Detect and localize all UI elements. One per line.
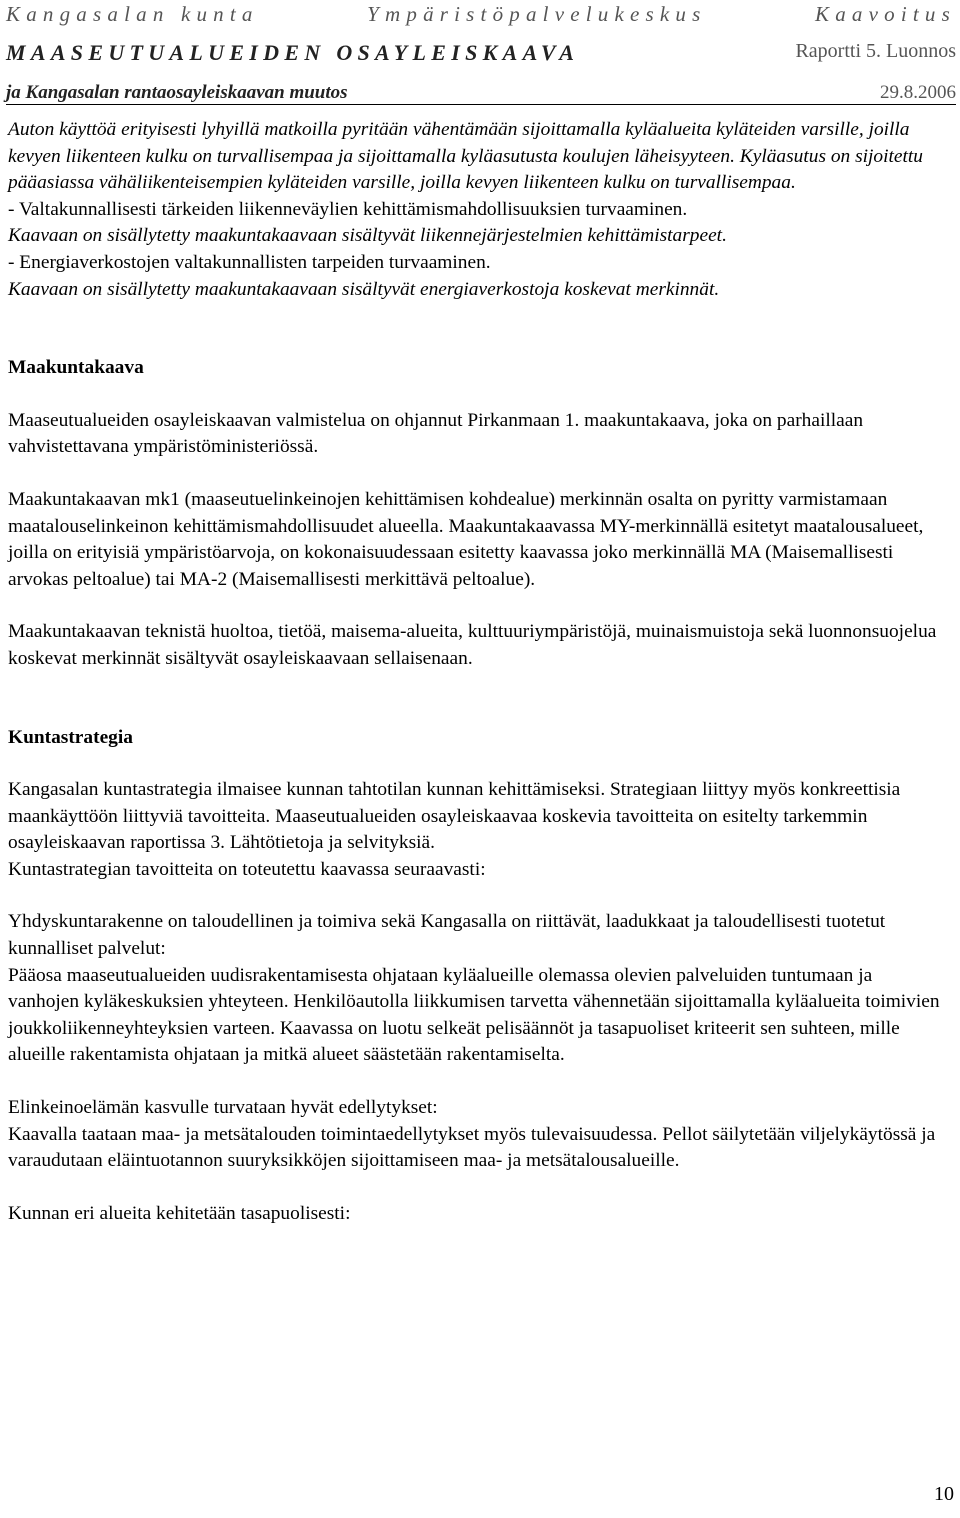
kuntastrategia-goal-2-text: Kaavalla taataan maa- ja metsätalouden toimintaedellytykset myös tulevaisuudessa. Pellot säilytetään viljelykäytössä ja varaudutaan eläintuotannon suuryksikköjen sijoittamiseen maa- ja metsätalousalueille. [8,1123,936,1172]
section-heading-maakuntakaava: Maakuntakaava [8,357,144,379]
kuntastrategia-goal-2: Elinkeinoelämän kasvulle turvataan hyvät edellytykset: [8,1097,438,1119]
bullet-energy-networks: - Energiaverkostojen valtakunnallisten tarpeiden turvaaminen. [8,251,491,273]
header-plan-title: MAASEUTUALUEIDEN OSAYLEISKAAVA [6,40,580,65]
spacer [8,751,946,777]
spacer [8,1175,946,1201]
header-title-line [6,40,956,68]
header-unit: Kaavoitus [815,2,956,26]
kuntastrategia-paragraph-1b: Kuntastrategian tavoitteita on toteutettu kaavassa seuraavasti: [8,858,486,880]
spacer [8,673,946,725]
page-number: 10 [934,1483,954,1505]
header-divider [6,104,956,105]
document-body [8,117,946,1227]
header-date: 29.8.2006 [880,82,956,103]
kuntastrategia-goal-1-text: Pääosa maaseutualueiden uudisrakentamisesta ohjataan kyläalueille olemassa olevien palveluiden tuntumaan ja vanhojen kyläkeskuksien yhteyteen. Henkilöautolla liikkumisen tarvetta vähennetään sijoittamalla kyläalueita toimivien joukkoliikenneyhteyksien varteen. Kaavassa on luotu selkeät pelisäännöt ja tasapuoliset kriteerit sen suhteen, mille alueille rakentamista ohjataan ja mitkä alueet säästetään rakentamiselta. [8,964,940,1066]
header-organization-line [6,2,956,28]
header-department: Ympäristöpalvelukeskus [367,2,707,26]
spacer [8,1069,946,1095]
kuntastrategia-goal-1: Yhdyskuntarakenne on taloudellinen ja toimiva sekä Kangasalla on riittävät, laadukkaat ja taloudellisesti tuotetut kunnalliset palvelut: [8,911,886,960]
maakuntakaava-paragraph-2: Maakuntakaavan mk1 (maaseutuelinkeinojen kehittämisen kohdealue) merkinnän osalta on pyritty varmistamaan maatalouselinkeinon kehittämismahdollisuudet alueella. Maakuntakaavassa MY-merkinnällä esitetyt maatalousalueet, joilla on erityisiä ympäristöarvoja, on kokonaisuudessaan esitetty kaavassa joko merkinnällä MA (Maisemallisesti arvokas peltoalue) tai MA-2 (Maisemallisesti merkittävä peltoalue). [8,488,924,590]
spacer [8,883,946,909]
bullet-traffic-routes: - Valtakunnallisesti tärkeiden liikenneväylien kehittämismahdollisuuksien turvaaminen. [8,198,688,220]
energy-note: Kaavaan on sisällytetty maakuntakaavaan sisältyvät energiaverkostoja koskevat merkinnät. [8,278,720,300]
spacer [8,593,946,619]
spacer [8,303,946,355]
kuntastrategia-paragraph-1: Kangasalan kuntastrategia ilmaisee kunnan tahtotilan kunnan kehittämiseksi. Strategiaan liittyy myös konkreettisia maankäyttöön liittyviä tavoitteita. Maaseutualueiden osayleiskaavaa koskevia tavoitteita on esitelty tarkemmin osayleiskaavan raportissa 3. Lähtötietoja ja selvityksiä. [8,779,901,854]
header-report-label: Raportti 5. Luonnos [795,40,956,62]
intro-paragraph: Auton käyttöä erityisesti lyhyillä matkoilla pyritään vähentämään sijoittamalla kyläalueita kyläteiden varsille, joilla kevyen liikenteen kulku on turvallisempaa ja sijoittamalla kyläasutusta koulujen läheisyyteen. Kyläasutus on sijoitettu pääasiassa vähäliikenteisempien kyläteiden varsille, joilla kevyen liikenteen kulku on turvallisempaa. [8,119,923,194]
section-heading-kuntastrategia: Kuntastrategia [8,726,133,748]
kuntastrategia-goal-3: Kunnan eri alueita kehitetään tasapuolisesti: [8,1202,351,1224]
header-subtitle: ja Kangasalan rantaosayleiskaavan muutos [6,82,348,103]
spacer [8,382,946,408]
traffic-note: Kaavaan on sisällytetty maakuntakaavaan sisältyvät liikennejärjestelmien kehittämistarpeet. [8,225,727,247]
header-subtitle-line [6,82,956,106]
header-municipality: Kangasalan kunta [6,2,259,26]
spacer [8,461,946,487]
maakuntakaava-paragraph-1: Maaseutualueiden osayleiskaavan valmistelua on ohjannut Pirkanmaan 1. maakuntakaava, joka on parhaillaan vahvistettavana ympäristöministeriössä. [8,409,864,458]
maakuntakaava-paragraph-3: Maakuntakaavan teknistä huoltoa, tietöä, maisema-alueita, kulttuuriympäristöjä, muinaismuistoja sekä luonnonsuojelua koskevat merkinnät sisältyvät osayleiskaavaan sellaisenaan. [8,621,937,669]
